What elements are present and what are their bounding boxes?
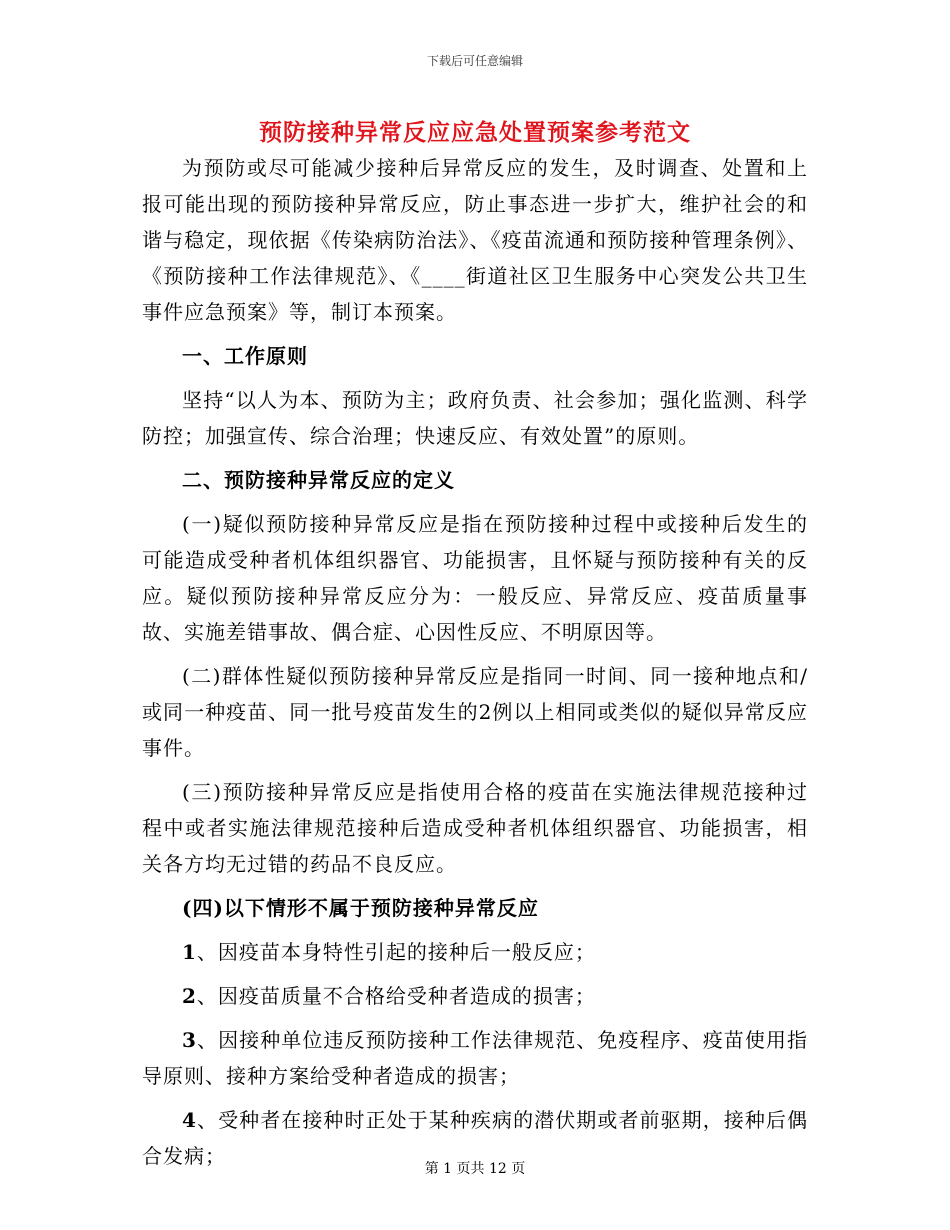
section-1-heading: 一、工作原则: [182, 344, 308, 368]
list-item-text: 、因疫苗本身特性引起的接种后一般反应；: [196, 940, 596, 964]
document-body: [142, 150, 808, 1182]
section-2-paragraph-2: (二)群体性疑似预防接种异常反应是指同一时间、同一接种地点和/或同一种疫苗、同一批号疫苗发生的2例以上相同或类似的疑似异常反应事件。: [142, 664, 808, 760]
intro-paragraph: 为预防或尽可能减少接种后异常反应的发生，及时调查、处置和上报可能出现的预防接种异常反应，防止事态进一步扩大，维护社会的和谐与稳定，现依据《传染病防治法》、《疫苗流通和预防接种管理条例》、《预防接种工作法律规范》、《____街道社区卫生服务中心突发公共卫生事件应急预案》等，制订本预案。: [142, 156, 808, 324]
section-2-paragraph-3: (三)预防接种异常反应是指使用合格的疫苗在实施法律规范接种过程中或者实施法律规范接种后造成受种者机体组织器官、功能损害，相关各方均无过错的药品不良反应。: [142, 780, 808, 876]
list-item: [142, 978, 808, 1014]
section-2-heading: 二、预防接种异常反应的定义: [182, 468, 455, 492]
list-item-number: 2: [182, 984, 197, 1008]
list-item: [142, 934, 808, 970]
page-header: 下载后可任意编辑: [426, 54, 523, 68]
section-1-text: 坚持“以人为本、预防为主；政府负责、社会参加；强化监测、科学防控；加强宣传、综合治理；快速反应、有效处置”的原则。: [142, 388, 808, 448]
document-title: 预防接种异常反应应急处置预案参考范文: [259, 119, 691, 146]
list-item-text: 、因接种单位违反预防接种工作法律规范、免疫程序、疫苗使用指导原则、接种方案给受种者造成的损害；: [142, 1028, 808, 1088]
list-item-text: 、受种者在接种时正处于某种疾病的潜伏期或者前驱期，接种后偶合发病；: [142, 1108, 808, 1168]
list-item-number: 1: [182, 940, 197, 964]
page-footer: 第 1 页共 12 页: [424, 1161, 526, 1177]
list-item-text: 、因疫苗质量不合格给受种者造成的损害；: [196, 984, 596, 1008]
section-2-sub-heading: (四)以下情形不属于预防接种异常反应: [182, 896, 539, 920]
list-item-number: 3: [182, 1028, 197, 1052]
section-2-paragraph-1: (一)疑似预防接种异常反应是指在预防接种过程中或接种后发生的可能造成受种者机体组织器官、功能损害，且怀疑与预防接种有关的反应。疑似预防接种异常反应分为：一般反应、异常反应、疫苗质量事故、实施差错事故、偶合症、心因性反应、不明原因等。: [142, 512, 808, 644]
list-item: [142, 1022, 808, 1094]
list-item-number: 4: [182, 1108, 197, 1132]
